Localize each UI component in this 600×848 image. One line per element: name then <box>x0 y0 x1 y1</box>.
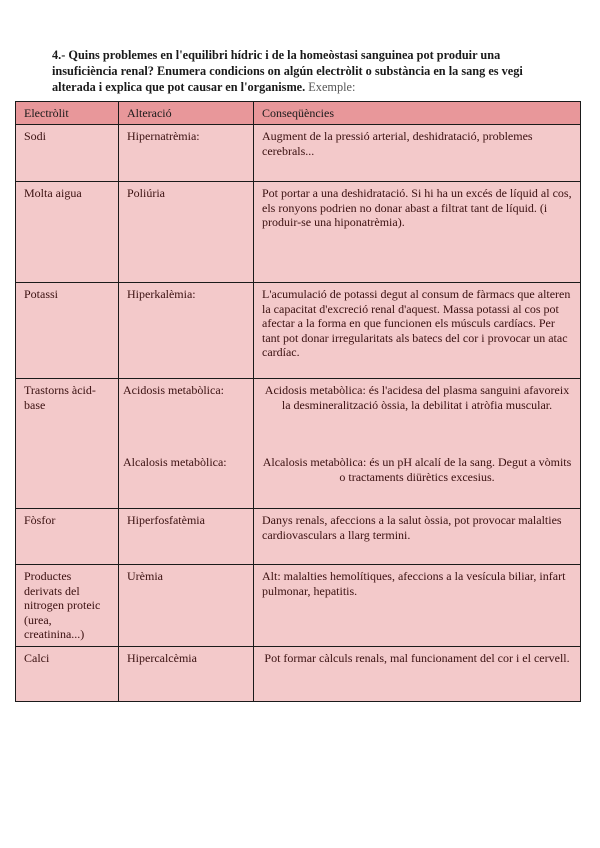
cell-alteracio: Hipercalcèmia <box>119 646 254 701</box>
header-alteracio: Alteració <box>119 102 254 125</box>
question-prompt: 4.- Quins problemes en l'equilibri hídric i de la homeòstasi sanguinea pot produir una insuficiència renal? Enumera condicions on algún electròlit o substància en la sang es vegi alterada i explica que pot causar en l'organisme. <box>52 48 523 94</box>
consequencies-alcalosis: Alcalosis metabòlica: és un pH alcalí de la sang. Degut a vòmits o tractaments diürètics excesius. <box>262 455 572 484</box>
cell-electrolit: Calci <box>16 646 119 701</box>
cell-consequencies: Danys renals, afeccions a la salut òssia, pot provocar malalties cardiovasculars a llarg termini. <box>254 509 581 565</box>
cell-alteracio: Hiperkalèmia: <box>119 283 254 379</box>
cell-consequencies: Pot portar a una deshidratació. Si hi ha un excés de líquid al cos, els ronyons podrien no donar abast a filtrat tant de líquid. (i produir-se una hiponatrèmia). <box>254 182 581 283</box>
table-row <box>16 182 581 283</box>
table-row <box>16 379 581 509</box>
cell-electrolit: Trastorns àcid-base <box>16 379 119 509</box>
table-row <box>16 125 581 182</box>
table-row <box>16 509 581 565</box>
table-row <box>16 283 581 379</box>
consequencies-acidosis: Acidosis metabòlica: és l'acidesa del plasma sanguini afavoreix la desmineralització òssia, la debilitat i atròfia muscular. <box>264 383 570 412</box>
cell-alteracio: Hiperfosfatèmia <box>119 509 254 565</box>
cell-alteracio: Poliúria <box>119 182 254 283</box>
header-electrolit: Electròlit <box>16 102 119 125</box>
cell-consequencies: Augment de la pressió arterial, deshidratació, problemes cerebrals... <box>254 125 581 182</box>
cell-alteracio: Hipernatrèmia: <box>119 125 254 182</box>
header-consequencies: Conseqüències <box>254 102 581 125</box>
cell-alteracio: Urèmia <box>119 565 254 647</box>
alteracio-alcalosis: Alcalosis metabòlica: <box>123 455 227 469</box>
cell-electrolit: Potassi <box>16 283 119 379</box>
table-header-row <box>16 102 581 125</box>
cell-electrolit: Productes derivats del nitrogen proteic (urea, creatinina...) <box>16 565 119 647</box>
cell-electrolit: Sodi <box>16 125 119 182</box>
electrolyte-table <box>15 101 581 702</box>
cell-alteracio <box>119 379 254 509</box>
example-label: Exemple: <box>308 80 356 94</box>
cell-electrolit: Fòsfor <box>16 509 119 565</box>
table-row <box>16 646 581 701</box>
question-text <box>52 47 562 95</box>
consequencies-text: Pot formar càlculs renals, mal funcionament del cor i el cervell. <box>264 650 570 665</box>
cell-consequencies: Alt: malalties hemolítiques, afeccions a la vesícula biliar, infart pulmonar, hepatitis. <box>254 565 581 647</box>
cell-consequencies: L'acumulació de potassi degut al consum de fàrmacs que alteren la capacitat d'excreció renal d'aquest. Massa potassi al cos pot afectar a la forma en que funcionen els músculs cardíacs. Per tant pot donar irregularitats als batecs del cor i provocar un atac cardíac. <box>254 283 581 379</box>
table-row <box>16 565 581 647</box>
cell-electrolit: Molta aigua <box>16 182 119 283</box>
cell-consequencies <box>254 646 581 701</box>
alteracio-acidosis: Acidosis metabòlica: <box>123 383 224 397</box>
cell-consequencies <box>254 379 581 509</box>
